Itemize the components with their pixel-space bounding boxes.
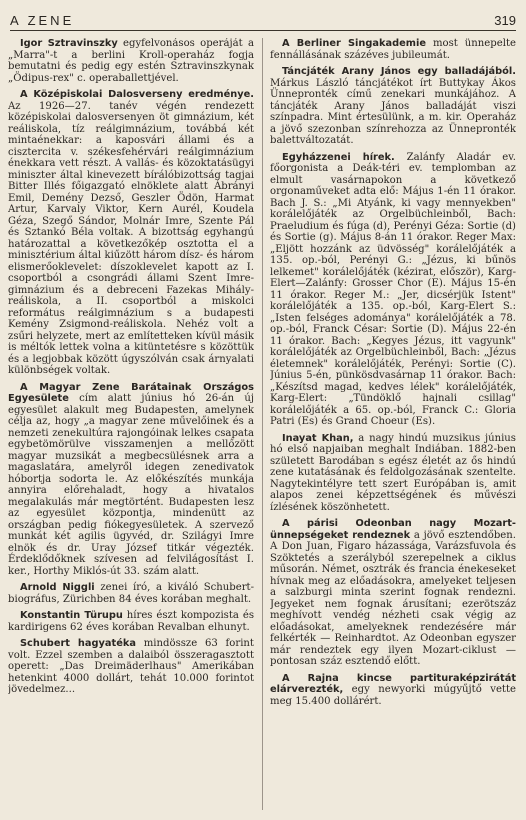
news-body: a nagy hindú muzsikus június hó első napjaiban meghalt Indiában. 1882-ben született Barodában s egész életét az ős hindú zene kutatásának és feldolgozásának szentelte. Nagytekintélyre tett szert Európában is, amit alapos zenei képzettségének és művészi ízlésének köszönhetett. xyxy=(270,432,516,513)
news-body: egyfelvonásos operáját a „Marra"-t a berlini Kroll-operaház fogja bemutatni és pedig egy estén Sztravinszkynak „Ödipus-rex" c. operaballettjével. xyxy=(8,38,254,84)
news-item xyxy=(8,638,254,696)
news-item xyxy=(270,66,516,147)
news-headline: Schubert hagyatéka xyxy=(20,638,136,649)
news-item xyxy=(270,433,516,514)
news-item xyxy=(270,152,516,428)
news-item xyxy=(8,89,254,377)
column-divider xyxy=(262,38,263,810)
news-headline: A párisi Odeonban nagy Mozart-ünnepségeket rendeznek xyxy=(270,518,516,541)
news-headline: Igor Sztravinszky xyxy=(20,38,118,49)
news-body: most ünnepelte fennállásának százéves jubileumát. xyxy=(270,38,516,61)
news-body: a jövő esztendőben. A Don Juan, Figaro házassága, Varázsfuvola és Szöktetés a szerályból szerepelnek a ciklus műsorán. Német, osztrák és francia énekeseket hívnak meg az előadásokra, amelyeket teljesen a salzburgi minta szerint fognak rendezni. Jegyeket nem fognak árusítani; ezerötszáz meghívott vendég nézheti csak végig az előadásokat, amelyeknek rendezésére már felkérték — Reinhardtot. Az Odeonban egyszer már rendeztek egy ilyen Mozart-ciklust — pontosan száz esztendő előtt. xyxy=(270,529,516,667)
news-headline: Konstantin Türupu xyxy=(20,610,123,621)
news-headline: A Rajna kincse partituraképzirátát elárverezték, xyxy=(270,672,516,695)
news-headline: A Középiskolai Dalosverseny eredménye. xyxy=(20,89,254,100)
news-headline: A Magyar Zene Barátainak Országos Egyesülete xyxy=(8,381,254,404)
news-item xyxy=(8,610,254,633)
news-body: Az 1926—27. tanév végén rendezett középiskolai dalosversenyen öt gimnázium, két reáliskola, tíz reálgimnázium, továbbá két mintaénekkar: a kaposvári állami és a cisztercita v. székesfehérvári reálgimnázium énekkara vett részt. A vallás- és közoktatásügyi miniszter által kinevezett bírálóbizottság tagjai Bitter Illés főigazgató elnöklete alatt Ábrányi Emil, Demény Dezső, Geszler Ödön, Harmat Artur, Karvaly Viktor, Kern Aurél, Koudela Géza, Szegő Sándor, Molnár Imre, Szente Pál és Sztankó Béla voltak. A bizottság egyhangú határozattal a következőkép osztotta el a minisztérium által kiűzött három dísz- és három elismerőoklevelet: díszoklevelet kapott az I. csoportból a csongrádi állami Szent Imre-gimnázium és a debreceni Fazekas Mihály-reáliskola, a II. csoportból a miskolci református reálgimnázium s a budapesti Kemény Zsigmond-reáliskola. Nehéz volt a zsűri helyzete, mert az említetteken kívül másik is méltók lettek volna a kitüntetésre s közöttük és a legjobbak között úgyszólván csak árnyalati különbségek voltak. xyxy=(8,100,254,376)
page-header xyxy=(10,10,516,31)
news-body: zenei író, a kiváló Schubert-biográfus, Zürichben 84 éves korában meghalt. xyxy=(8,582,254,605)
news-body: híres észt kompozista és kardirigens 62 éves korában Revalban elhunyt. xyxy=(8,610,254,633)
page-number: 319 xyxy=(494,13,516,28)
news-item xyxy=(270,673,516,708)
news-headline: Egyházzenei hírek. xyxy=(282,151,395,163)
left-column xyxy=(8,38,254,810)
news-headline: Arnold Niggli xyxy=(20,582,95,593)
news-body: egy newyorki múgyűjtő vette meg 15.400 dollárért. xyxy=(270,684,516,707)
news-item xyxy=(8,582,254,605)
news-headline: A Berliner Singakademie xyxy=(282,38,427,49)
news-body: mindössze 63 forint volt. Ezzel szemben a dalaiból összeragasztott operett: „Das Dreimäderlhaus" Amerikában hetenkint 4000 dollárt, tehát 10.000 forintot jövedelmez... xyxy=(8,638,254,695)
news-item xyxy=(270,518,516,668)
news-item xyxy=(270,38,516,61)
news-body: Zalánfy Aladár ev. főorgonista a Deák-téri ev. templomban az elmult vasárnapokon a következő orgonaműveket adta elő: Május 1-én 11 órakor. Bach J. S.: „Mi Atyánk, ki vagy mennyekben" korálelőjáték az Orgelbüchleinből, Bach: Praeludium és fúga (d), Perényi Géza: Sortie (d) és Sortie (g). Május 8-án 11 órakor. Reger Max: „Eljött hozzánk az üdvösség" korálelőjáték a 135. op.-ból, Perényi G.: „Jézus, ki bűnös lelkemet" korálelőjáték (kézirat, először), Karg-Elert—Zalánfy: Grosser Chor (E). Május 15-én 11 órakor. Reger M.: „Jer, dicsérjük Istent" korálelőjáték a 135. op.-ból, Karg-Elert S.: „Isten felséges adománya" korálelőjáték a 78. op.-ból, Franck César: Sortie (D). Május 22-én 11 órakor. Bach: „Kegyes Jézus, itt vagyunk" korálelőjáték az Orgelbüchleinből, Bach: „Jézus életemnek" korálelőjáték, Perényi: Sortie (C). Június 5-én, pünkösdvasárnap 11 órakor. Bach: „Készítsd magad, kedves lélek" korálelőjáték, Karg-Elert: „Tündöklő hajnali csillag" korálelőjáték a 65. op.-ból, Franck C.: Gloria Patri (Es) és Grand Choeur (Es). xyxy=(270,151,516,427)
journal-title: A ZENE xyxy=(10,13,75,28)
news-headline: Inayat Khan, xyxy=(282,432,354,444)
news-item xyxy=(8,382,254,578)
news-body: Márkus László táncjátékot írt Buttykay Ákos Ünnepronték című zenekari munkájához. A táncjáték Arany János balladáját viszi színpadra. Mint értesülünk, a m. kir. Operaház a jövő szezonban színrehozza az Ünnepronték balettváltozatát. xyxy=(270,77,516,146)
news-body: cím alatt június hó 26-án új egyesület alakult meg Budapesten, amelynek célja az, hogy „a magyar zene művelőinek és a nemzeti zenekultúra rajongóinak lelkes csapata egybetömörülve visszamenjen a mellőzött magyar muzsikát a megbecsülésnek arra a magaslatára, amelyről idegen zenedivatok hóbortja sodorta le. Az előkészítés munkája annyira előrehaladt, hogy a hivatalos megalakulás már megtörtént. Budapesten lesz az egyesület központja, mindenütt az országban pedig fiókegyesületek. A szervező munkát két agilis ügyvéd, dr. Szilágyi Imre elnök és dr. Uray József titkár végezték. Érdeklődőknek szívesen ad felvilágosítást I. ker., Horthy Miklós-út 33. szám alatt. xyxy=(8,393,254,577)
news-headline: Táncjáték Arany János egy balladájából. xyxy=(282,66,516,77)
right-column xyxy=(270,38,516,810)
news-item xyxy=(8,38,254,84)
